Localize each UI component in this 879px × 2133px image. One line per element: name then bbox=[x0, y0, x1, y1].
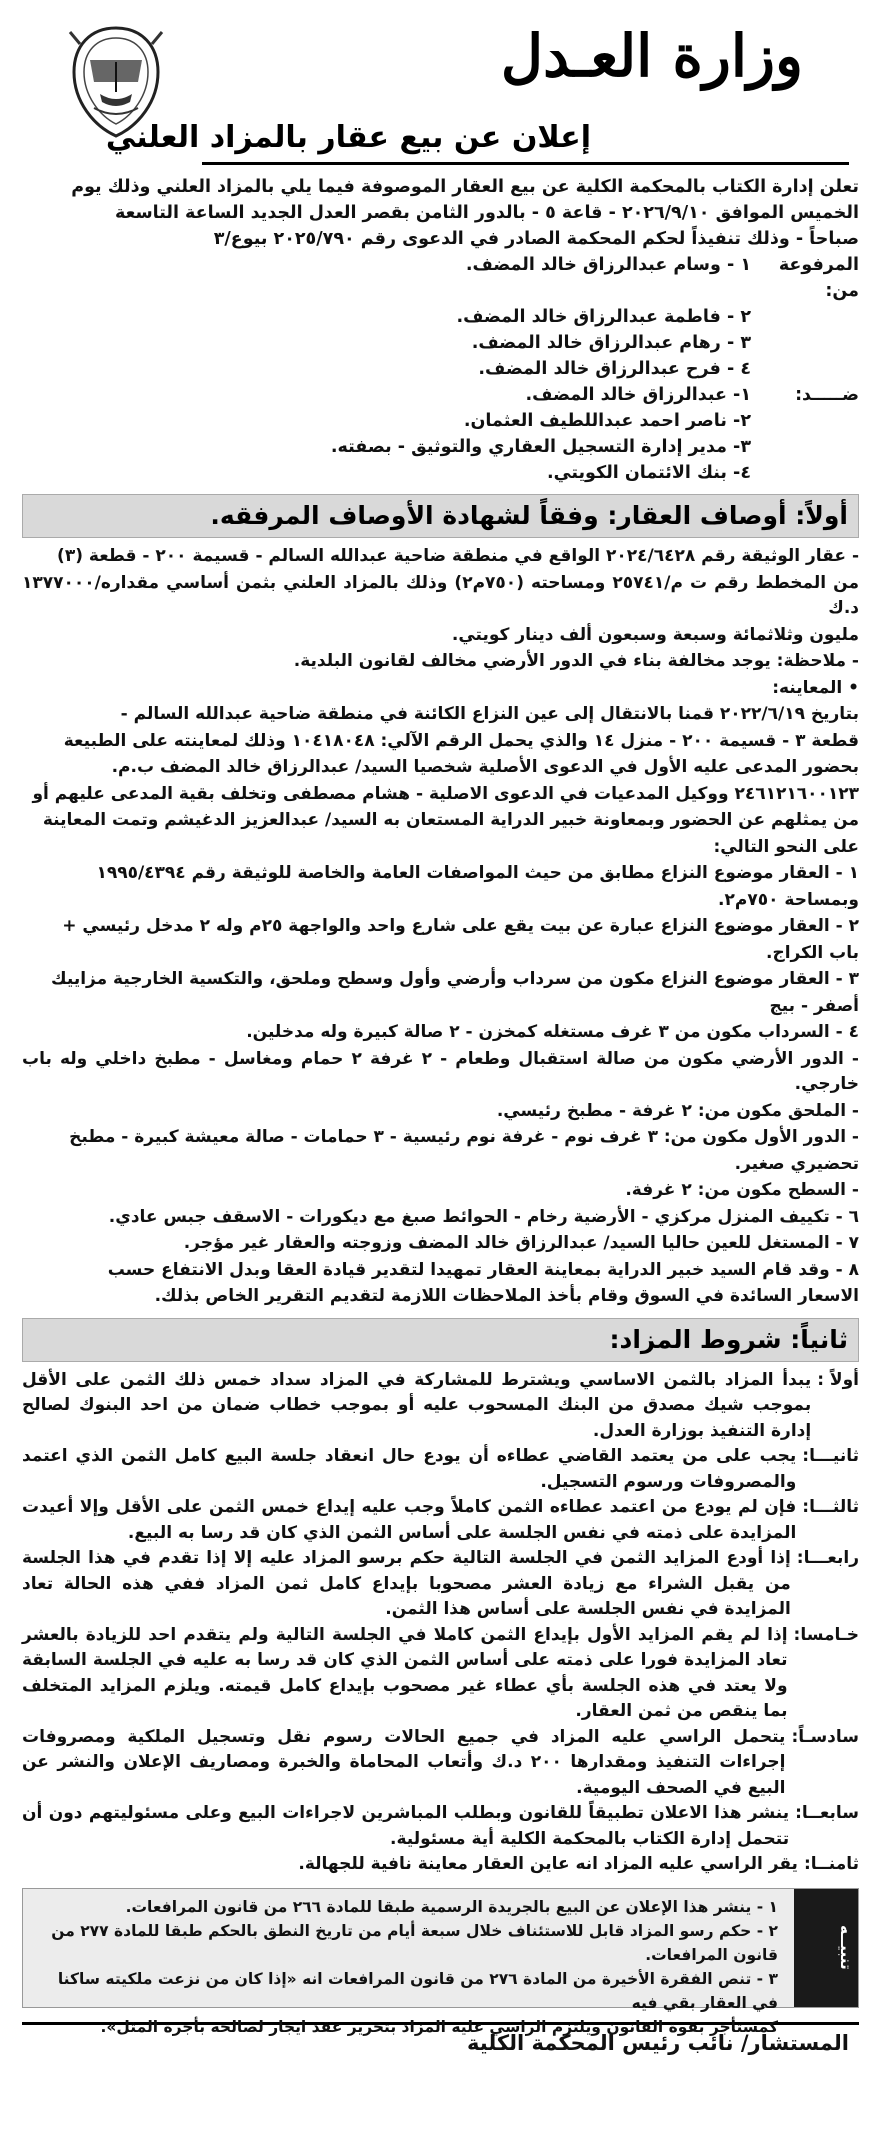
condition-text: يقر الراسي عليه المزاد انه عاين العقار معاينة نافية للجهالة. bbox=[298, 1854, 798, 1874]
description-line: على النحو التالي: bbox=[713, 836, 859, 857]
plaintiff-item: ١ - وسام عبدالرزاق خالد المضف. bbox=[465, 255, 751, 275]
description-line: ٢٤٦١٢١٦٠٠١٢٣ ووكيل المدعيات في الدعوى الاصلية - هشام مصطفى وتخلف بقية المدعى عليهم أو bbox=[32, 783, 859, 804]
description-line: ١ - العقار موضوع النزاع مطابق من حيث المواصفات العامة والخاصة للوثيقة رقم ١٩٩٥/٤٣٩٤ bbox=[96, 863, 859, 883]
condition-ordinal: سادسـاً: bbox=[791, 1726, 859, 1747]
description-line: - السطح مكون من: ٢ غرفة. bbox=[625, 1180, 859, 1200]
condition-text: يتحمل الراسي عليه المزاد في جميع الحالات رسوم نقل وتسجيل الملكية ومصروفات إجراءات التنفيذ ومقدارها ٢٠٠ د.ك وأتعاب المحاماة والخبرة ومصاريف الإعلان والنشر عن البيع في الصحف اليومية. bbox=[22, 1726, 786, 1798]
description-line: • المعاينه: bbox=[772, 677, 859, 698]
description-line: قطعة ٣ - قسيمة ٢٠٠ - منزل ١٤ والذي يحمل الرقم الآلي: ١٠٤١٨٠٤٨ وذلك لمعاينته على الطبيعة bbox=[63, 730, 859, 751]
description-line: - ملاحظة: يوجد مخالفة بناء في الدور الأرضي مخالف لقانون البلدية. bbox=[293, 651, 859, 671]
ad-title-row bbox=[22, 118, 859, 166]
intro-paragraph bbox=[22, 174, 859, 252]
note-item: ٢ - حكم رسو المزاد قابل للاستئناف خلال سبعة أيام من تاريخ النطق بالحكم طبقا للمادة ٢٧٧ من قانون المرافعات. bbox=[51, 1921, 778, 1964]
property-description bbox=[22, 544, 859, 1310]
condition-text: يبدأ المزاد بالثمن الاساسي ويشترط للمشاركة في المزاد سداد خمس ذلك الثمن على الأقل بموجب شيك مصدق من البنك المسحوب عليه أو بموجب خطاب ضمان من احد البنوك لصالح إدارة التنفيذ بوزارة العدل. bbox=[22, 1369, 812, 1441]
description-line: ٣ - العقار موضوع النزاع مكون من سرداب وأرضي وأول وسطح وملحق، والتكسية الخارجية مزاييك bbox=[51, 969, 859, 989]
defendant-item: ١- عبدالرزاق خالد المضف. bbox=[525, 385, 751, 405]
condition-item bbox=[22, 1852, 859, 1878]
intro-line: صباحاً - وذلك تنفيذاً لحكم المحكمة الصادر في الدعوى رقم ٢٠٢٥/٧٩٠ بيوع/٣ bbox=[213, 229, 859, 249]
ad-title: إعلان عن بيع عقار بالمزاد العلني bbox=[105, 120, 591, 155]
condition-text: فإن لم يودع من اعتمد عطاءه الثمن كاملاً وجب عليه إيداع خمس الثمن على الأقل وإلا أعيدت المزايدة على ذمته في نفس الجلسة على أساس الثمن الذي كان قد رسا به البيع. bbox=[22, 1497, 797, 1543]
condition-item bbox=[22, 1546, 859, 1623]
condition-item bbox=[22, 1368, 859, 1445]
description-line: من يمثلهم عن الحضور وبمعاونة خبير الدراية المستعان به السيد/ عبدالعزيز الدغيشم وتمت المعاينة bbox=[42, 810, 859, 830]
description-line: - عقار الوثيقة رقم ٢٠٢٤/٦٤٢٨ الواقع في منطقة ضاحية عبدالله السالم - قسيمة ٢٠٠ - قطعة (٣) bbox=[57, 546, 859, 566]
condition-ordinal: ثامنــا: bbox=[803, 1854, 859, 1874]
defendant-item: ٣- مدير إدارة التسجيل العقاري والتوثيق - بصفته. bbox=[330, 437, 751, 457]
condition-item bbox=[22, 1725, 859, 1802]
condition-text: إذا لم يقم المزايد الأول بإيداع الثمن كاملا في الجلسة التالية ولم يتقدم احد للزيادة بالعشر تعاد المزايدة فورا على ذمته على أساس الثمن الذي كان قد رسا به عليه في الجلسة السابقة ولا يعتد في هذه الجلسة بأي عطاء غير مصحوب بإيداع كامل قيمته. ويلزم المزايد المتخلف بما ينقص من ثمن العقار. bbox=[22, 1624, 788, 1721]
plaintiff-item: ٣ - رهام عبدالرزاق خالد المضف. bbox=[471, 333, 751, 353]
condition-ordinal: خـامسا: bbox=[793, 1624, 859, 1645]
condition-text: يجب على من يعتمد القاضي عطاءه أن يودع حال انعقاد جلسة البيع كامل الثمن الذي اعتمد والمصروفات ورسوم التسجيل. bbox=[22, 1446, 797, 1492]
description-line: باب الكراج. bbox=[766, 942, 859, 963]
parties-list bbox=[22, 252, 859, 486]
ministry-name: وزارة العـدل bbox=[500, 22, 803, 90]
intro-line: الخميس الموافق ٢٠٢٦/٩/١٠ - قاعة ٥ - بالدور الثامن بقصر العدل الجديد الساعة التاسعة bbox=[114, 203, 859, 223]
header bbox=[22, 0, 859, 118]
plaintiff-item: ٤ - فرح عبدالرزاق خالد المضف. bbox=[478, 359, 751, 379]
plaintiff-item: ٢ - فاطمة عبدالرزاق خالد المضف. bbox=[456, 307, 751, 327]
auction-conditions bbox=[22, 1368, 859, 1878]
description-line: - الدور الأرضي مكون من صالة استقبال وطعام - ٢ غرفة ٢ حمام ومغاسل - مطبخ داخلي وله باب خارجي. bbox=[22, 1048, 859, 1094]
description-line: أصفر - بيج bbox=[769, 995, 859, 1016]
description-line: من المخطط رقم ت م/٢٥٧٤١ ومساحته (٧٥٠م٢) وذلك بالمزاد العلني بثمن أساسي مقداره/١٣٧٧٠٠٠ د.ك bbox=[22, 572, 859, 618]
condition-text: ينشر هذا الاعلان تطبيقاً للقانون وبطلب المباشرين لاجراءات البيع وعلى مسئوليتهم دون أن تتحمل إدارة الكتاب بالمحكمة الكلية أية مسئولية. bbox=[22, 1803, 790, 1849]
description-line: ٦ - تكييف المنزل مركزي - الأرضية رخام - الحوائط صبغ مع ديكورات - الاسقف جبس عادي. bbox=[108, 1206, 859, 1227]
condition-ordinal: ثالثـــا: bbox=[802, 1497, 859, 1517]
signature: المستشار/ نائب رئيس المحكمة الكلية bbox=[22, 2022, 859, 2055]
section-property-description-title: أولاً: أوصاف العقار: وفقاً لشهادة الأوصاف المرفقه. bbox=[22, 494, 859, 538]
condition-ordinal: رابعـــا: bbox=[796, 1548, 859, 1568]
description-line: بتاريخ ٢٠٢٢/٦/١٩ قمنا بالانتقال إلى عين النزاع الكائنة في منطقة ضاحية عبدالله السالم - bbox=[120, 704, 859, 724]
defendant-item: ٢- ناصر احمد عبداللطيف العثمان. bbox=[463, 411, 751, 431]
notes-box bbox=[22, 1888, 859, 2036]
note-item: ٣ - تنص الفقرة الأخيرة من المادة ٢٧٦ من قانون المرافعات انه «إذا كان من نزعت ملكيته ساكنا في العقار بقي فيه bbox=[57, 1969, 778, 2012]
description-line: بحضور المدعى عليه الأول في الدعوى الأصلية شخصيا السيد/ عبدالرزاق خالد المضف ب.م. bbox=[111, 757, 859, 777]
description-line: ٨ - وقد قام السيد خبير الدراية بمعاينة العقار تمهيدا لتقدير قيادة العقا وبدل الانتفاع حسب bbox=[107, 1259, 859, 1280]
condition-ordinal: أولاً : bbox=[817, 1369, 859, 1390]
plaintiffs-label: المرفوعة من: bbox=[778, 255, 859, 301]
title-divider bbox=[202, 162, 849, 165]
defendants-label: ضـــــد: bbox=[795, 385, 859, 405]
description-line: وبمساحة ٧٥٠م٢. bbox=[718, 889, 859, 910]
description-line: الاسعار السائدة في السوق وقام بأخذ الملاحظات اللازمة لتقديم التقرير الخاص بذلك. bbox=[154, 1286, 859, 1306]
description-line: ٤ - السرداب مكون من ٣ غرف مستغله كمخزن - ٢ صالة كبيرة وله مدخلين. bbox=[246, 1022, 859, 1042]
description-line: مليون وثلاثمائة وسبعة وسبعون ألف دينار كويتي. bbox=[451, 624, 859, 645]
description-line: - الملحق مكون من: ٢ غرفة - مطبخ رئيسي. bbox=[496, 1100, 859, 1121]
notes-tab: تنبيــه bbox=[794, 1889, 858, 2007]
intro-line: تعلن إدارة الكتاب بالمحكمة الكلية عن بيع العقار الموصوفة فيما يلي بالمزاد العلني وذلك يوم bbox=[71, 177, 859, 197]
description-line: ٢ - العقار موضوع النزاع عبارة عن بيت يقع على شارع واحد والواجهة ٢٥م وله ٢ مدخل رئيسي + bbox=[62, 916, 859, 936]
condition-item bbox=[22, 1495, 859, 1546]
description-line: تحضيري صغير. bbox=[734, 1153, 859, 1174]
condition-item bbox=[22, 1444, 859, 1495]
condition-ordinal: ثانيـــا: bbox=[802, 1446, 859, 1466]
defendant-item: ٤- بنك الائتمان الكويتي. bbox=[546, 463, 751, 483]
condition-ordinal: سابعــا: bbox=[795, 1803, 859, 1823]
condition-item bbox=[22, 1623, 859, 1725]
note-item: ١ - ينشر هذا الإعلان عن البيع بالجريدة الرسمية طبقا للمادة ٢٦٦ من قانون المرافعات. bbox=[125, 1897, 778, 1916]
condition-text: إذا أودع المزايد الثمن في الجلسة التالية حكم برسو المزاد عليه إلا إذا تقدم في هذا الجلسة من يقبل الشراء مع زيادة العشر مصحوبا بإيداع كامل ثمن المزاد ففي هذه الحالة تعاد المزايدة في نفس الجلسة على أساس هذا الثمن. bbox=[22, 1548, 791, 1619]
description-line: ٧ - المستغل للعين حاليا السيد/ عبدالرزاق خالد المضف وزوجته والعقار غير مؤجر. bbox=[183, 1233, 859, 1253]
condition-item bbox=[22, 1801, 859, 1852]
section-auction-conditions-title: ثانياً: شروط المزاد: bbox=[22, 1318, 859, 1362]
description-line: - الدور الأول مكون من: ٣ غرف نوم - غرفة نوم رئيسية - ٣ حمامات - صالة معيشة كبيرة - مطبخ bbox=[69, 1127, 859, 1147]
note-item: كمستأجر بقوة القانون ويلتزم الراسي عليه المزاد بتحرير عقد ايجار لصالحه بأجرة المثل». bbox=[100, 2017, 778, 2036]
